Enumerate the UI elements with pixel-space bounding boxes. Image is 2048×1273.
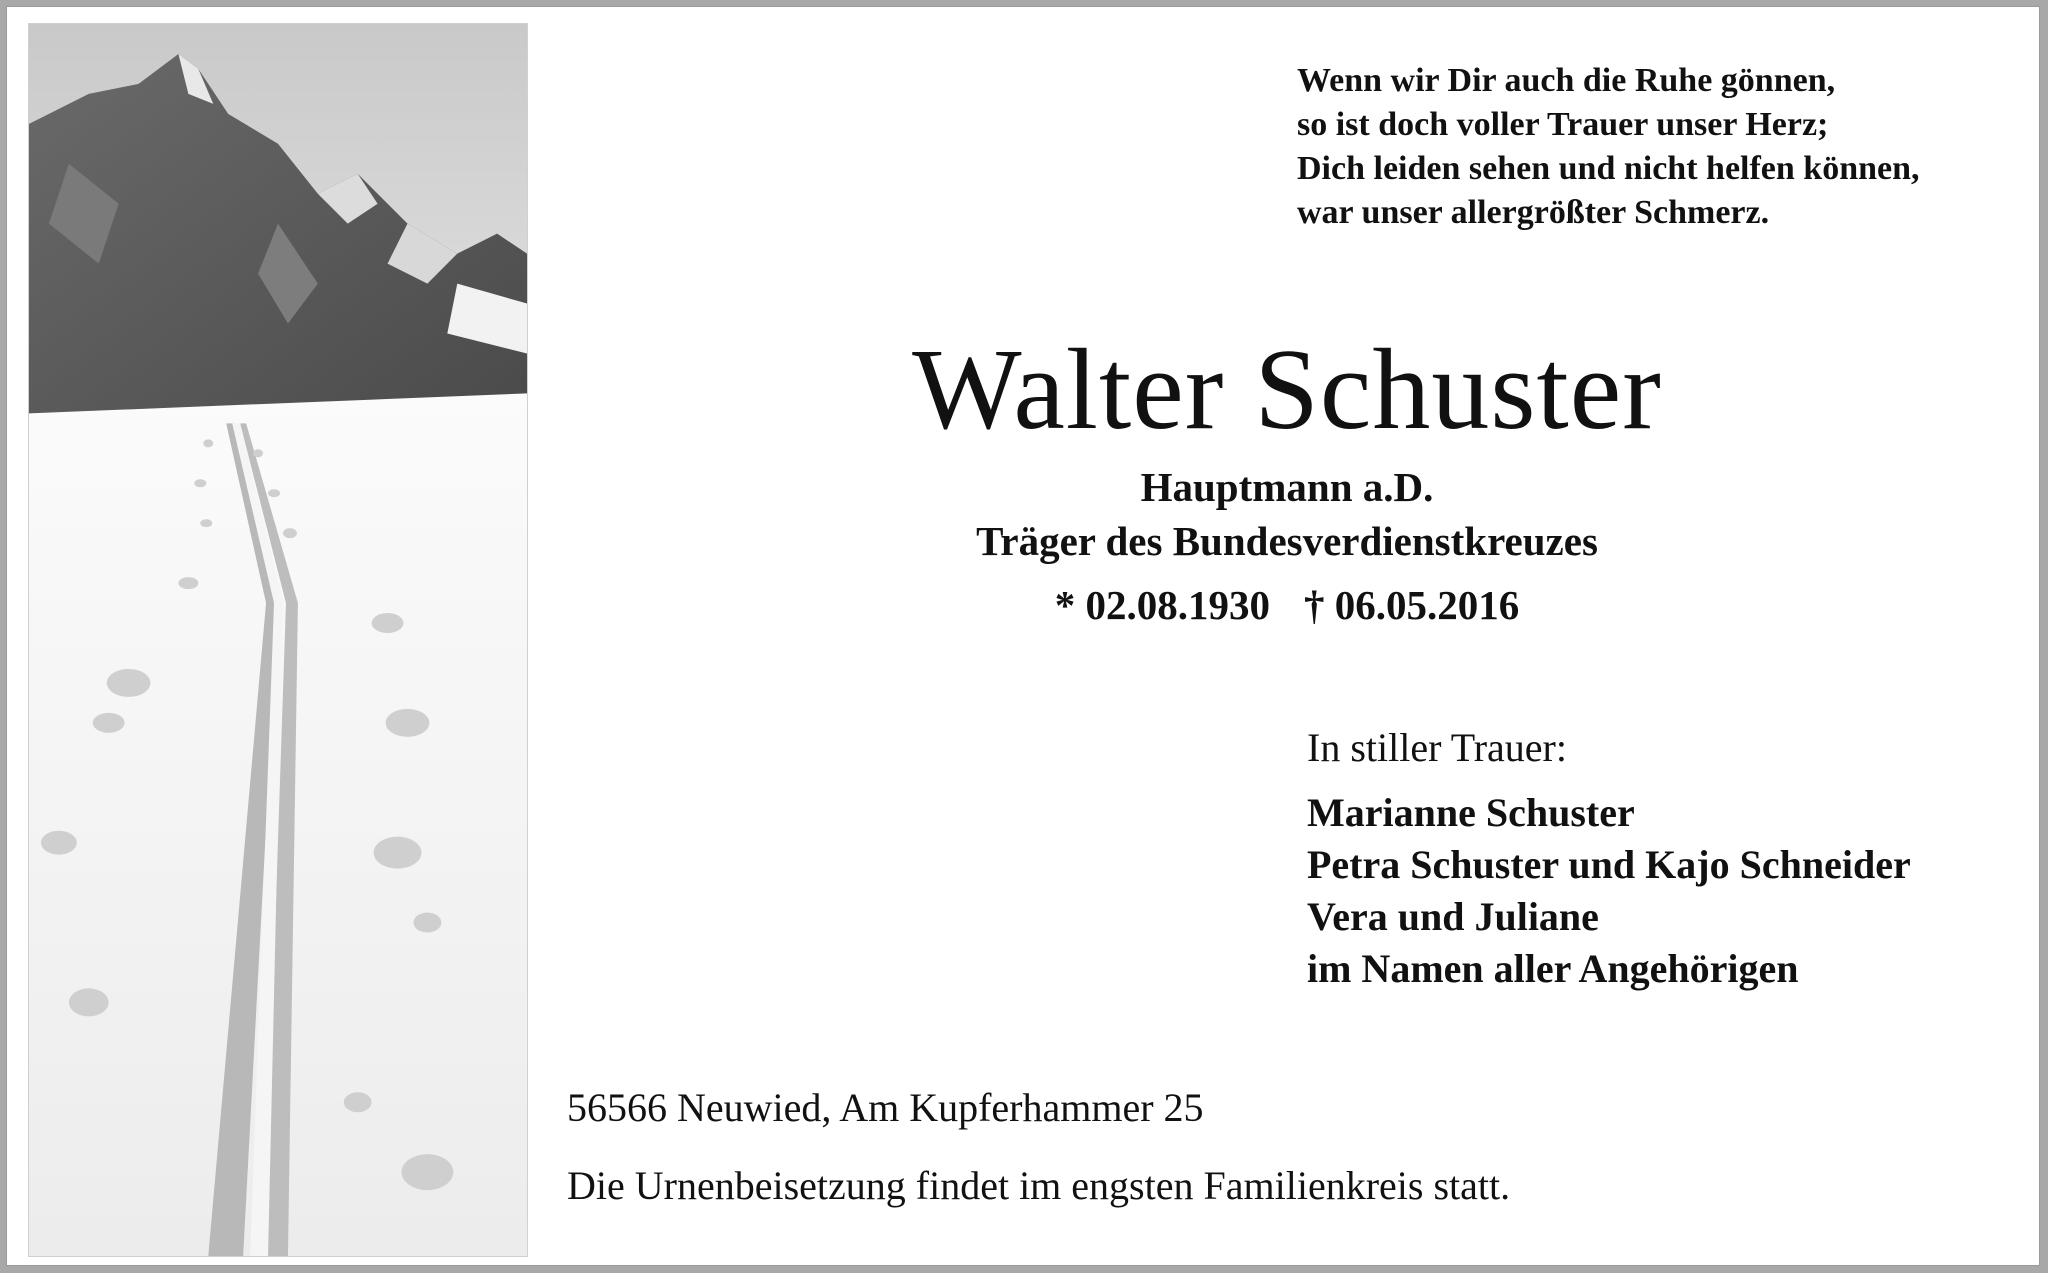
deceased-honor: Träger des Bundesverdienstkreuzes xyxy=(976,518,1598,564)
obituary-card xyxy=(6,6,2040,1266)
birth-date: * 02.08.1930 xyxy=(1054,582,1270,628)
mourner-name: Marianne Schuster xyxy=(1307,790,1635,835)
mourner-name: Petra Schuster und Kajo Schneider xyxy=(1307,842,1911,887)
family-address: 56566 Neuwied, Am Kupferhammer 25 xyxy=(567,1085,1204,1130)
deceased-rank: Hauptmann a.D. xyxy=(1140,464,1434,510)
burial-notice: Die Urnenbeisetzung findet im engsten Familienkreis statt. xyxy=(567,1163,1511,1208)
death-date: † 06.05.2016 xyxy=(1304,582,1520,628)
deceased-name: Walter Schuster xyxy=(912,326,1662,454)
life-dates xyxy=(867,579,1707,631)
mourning-intro: In stiller Trauer: xyxy=(1307,725,1567,770)
poem-line: Wenn wir Dir auch die Ruhe gönnen, xyxy=(1297,62,1836,99)
mourners-list xyxy=(1307,787,1911,995)
poem-line: so ist doch voller Trauer unser Herz; xyxy=(1297,106,1829,143)
mountain-snow-ski-tracks-photo xyxy=(29,24,527,1256)
mourner-name: im Namen aller Angehörigen xyxy=(1307,946,1799,991)
mourner-name: Vera und Juliane xyxy=(1307,894,1599,939)
memorial-poem xyxy=(1297,59,2017,235)
poem-line: war unser allergrößter Schmerz. xyxy=(1297,194,1770,231)
mountain-snow-photo xyxy=(28,23,528,1257)
poem-line: Dich leiden sehen und nicht helfen können, xyxy=(1297,150,1920,187)
